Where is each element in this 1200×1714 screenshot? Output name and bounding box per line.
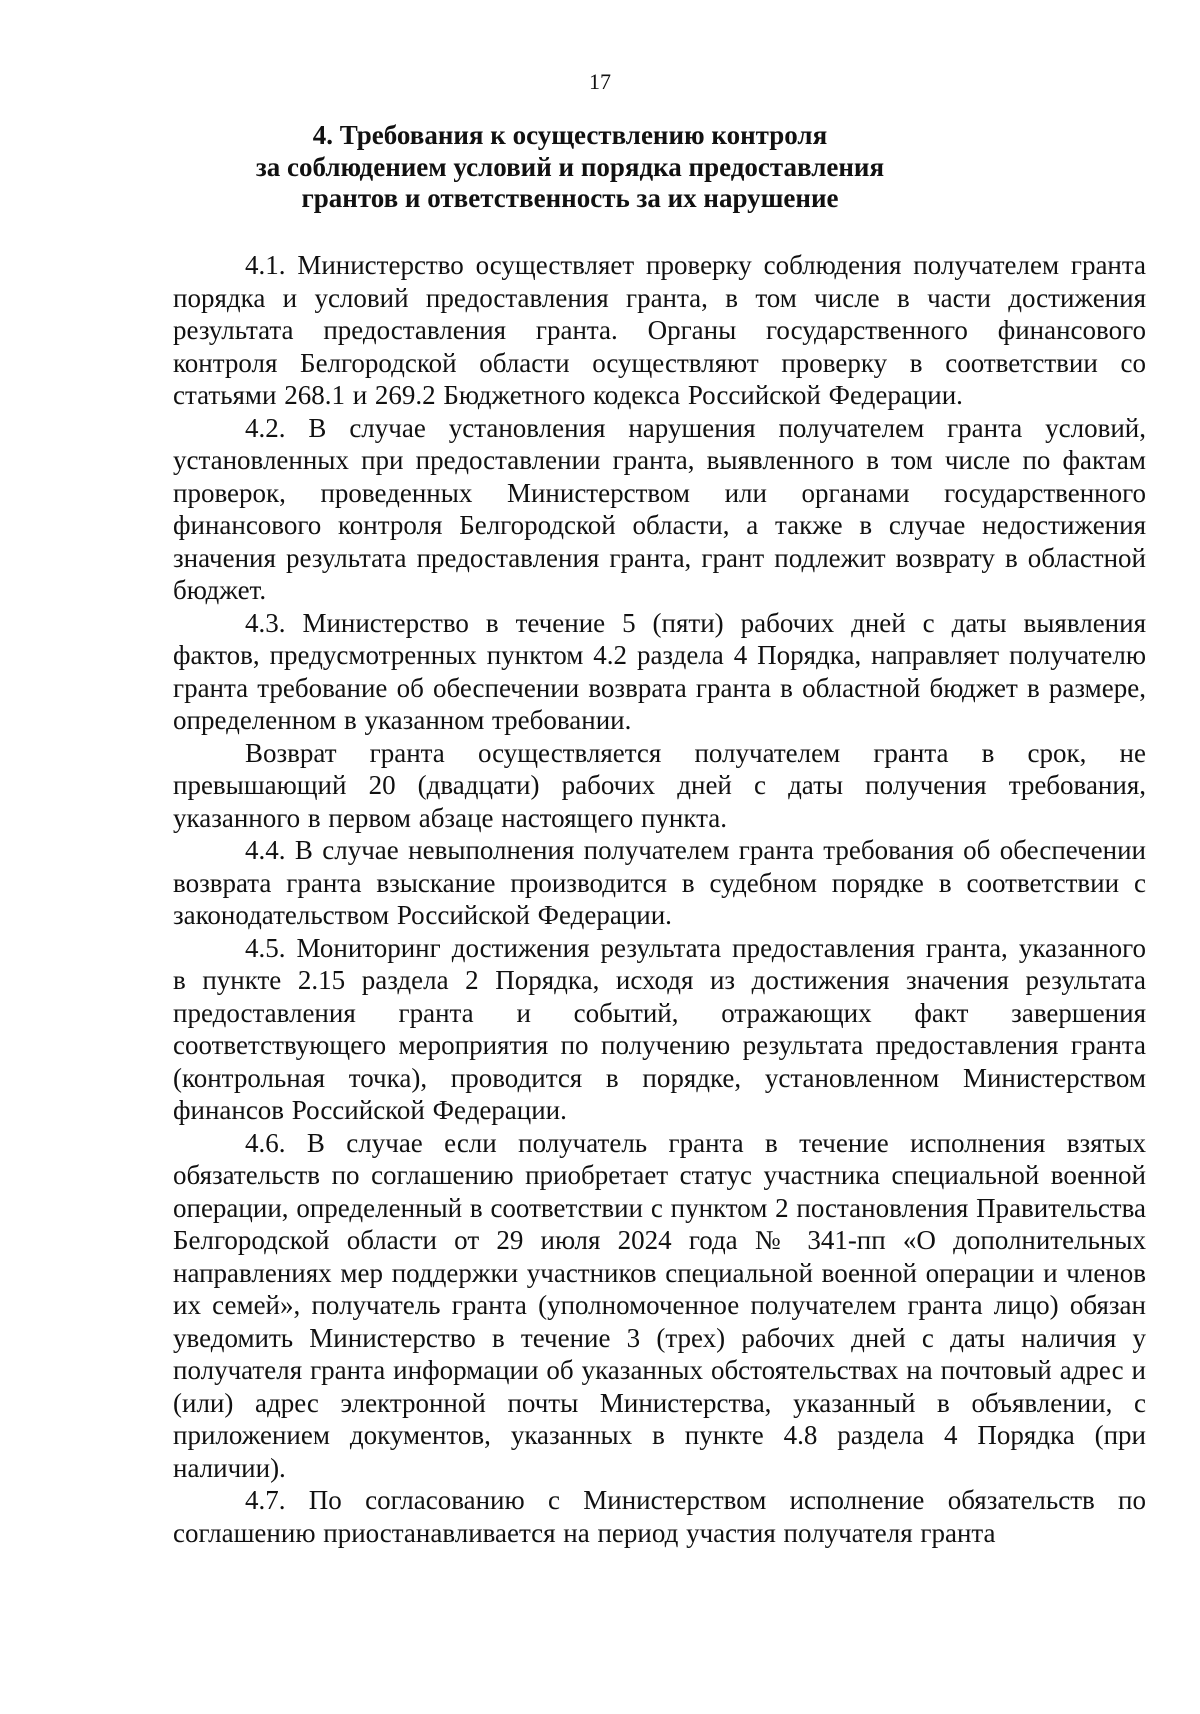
paragraph-4-2: 4.2. В случае установления нарушения получателем гранта условий, установленных при предоставлении гранта, выявленного в том числе по фактам проверок, проведенных Министерством или органами государственного финансового контроля Белгородской области, а также в случае недостижения значения результата предоставления гранта, грант подлежит возврату в областной бюджет.	[173, 412, 1146, 605]
paragraph-4-3-refund: Возврат гранта осуществляется получателем гранта в срок, не превышающий 20 (двадцати) рабочих дней с даты получения требования, указанного в первом абзаце настоящего пункта.	[173, 737, 1146, 833]
paragraph-4-4: 4.4. В случае невыполнения получателем гранта требования об обеспечении возврата гранта взыскание производится в судебном порядке в соответствии с законодательством Российской Федерации.	[173, 835, 1146, 930]
paragraph-4-3: 4.3. Министерство в течение 5 (пяти) рабочих дней с даты выявления фактов, предусмотренных пунктом 4.2 раздела 4 Порядка, направляет получателю гранта требование об обеспечении возврата гранта в областной бюджет в размере, определенном в указанном требовании.	[173, 607, 1146, 735]
section-title-line-3: грантов и ответственность за их нарушение	[301, 183, 839, 213]
paragraph-4-6: 4.6. В случае если получатель гранта в течение исполнения взятых обязательств по соглашению приобретает статус участника специальной военной операции, определенный в соответствии с пунктом 2 постановления Правительства Белгородской области от 29 июля 2024 года № 341-пп «О дополнительных направлениях мер поддержки участников специальной военной операции и членов их семей», получатель гранта (уполномоченное получателем гранта лицо) обязан уведомить Министерство в течение 3 (трех) рабочих дней с даты наличия у получателя гранта информации об указанных обстоятельствах на почтовый адрес и (или) адрес электронной почты Министерства, указанный в объявлении, с приложением документов, указанных в пункте 4.8 раздела 4 Порядка (при наличии).	[173, 1127, 1146, 1483]
page-number: 17	[589, 69, 611, 94]
paragraph-4-1: 4.1. Министерство осуществляет проверку соблюдения получателем гранта порядка и условий предоставления гранта, в том числе в части достижения результата предоставления гранта. Органы государственного финансового контроля Белгородской области осуществляют проверку в соответствии со статьями 268.1 и 269.2 Бюджетного кодекса Российской Федерации.	[173, 250, 1146, 410]
section-title-line-2: за соблюдением условий и порядка предоставления	[255, 151, 885, 182]
document-body	[173, 249, 1146, 1549]
section-title	[200, 120, 940, 215]
paragraph-4-7: 4.7. По согласованию с Министерством исполнение обязательств по соглашению приостанавливается на период участия получателя гранта	[173, 1485, 1146, 1548]
paragraph-4-5: 4.5. Мониторинг достижения результата предоставления гранта, указанного в пункте 2.15 раздела 2 Порядка, исходя из достижения значения результата предоставления гранта и событий, отражающих факт завершения соответствующего мероприятия по получению результата предоставления гранта (контрольная точка), проводится в порядке, установленном Министерством финансов Российской Федерации.	[173, 932, 1146, 1125]
section-title-line-1: 4. Требования к осуществлению контроля	[312, 120, 828, 150]
